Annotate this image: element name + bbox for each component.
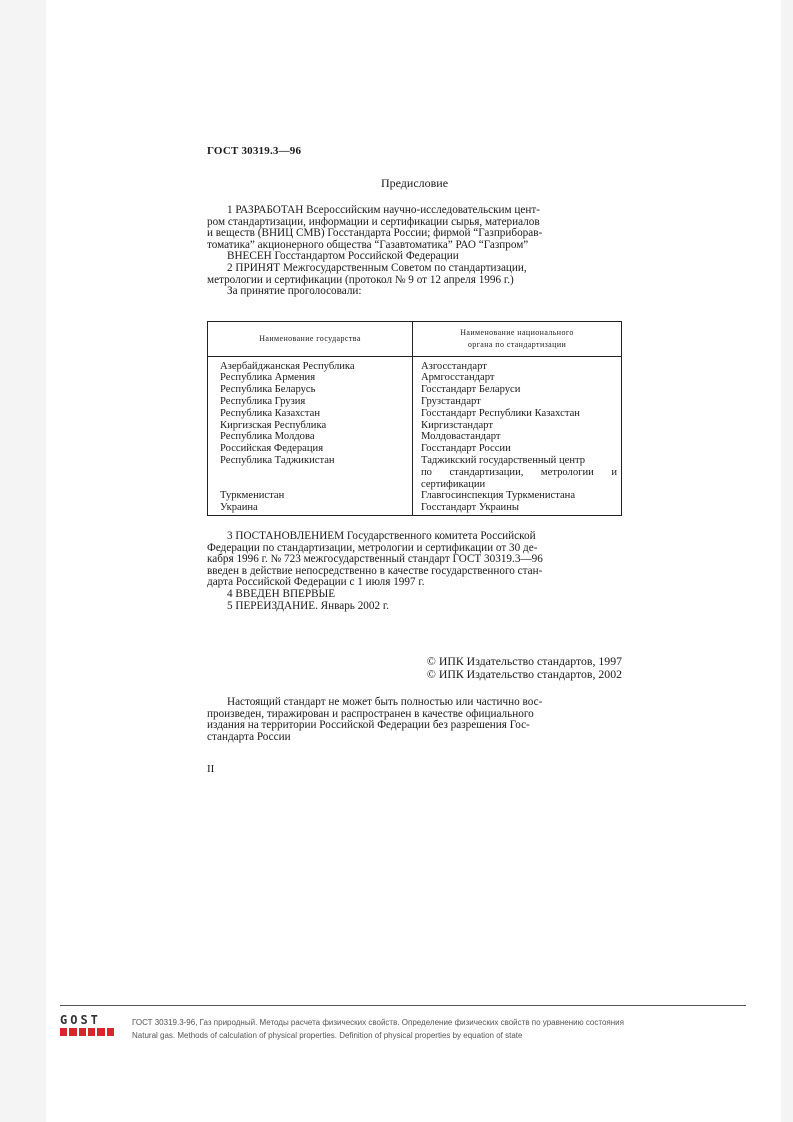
preface-title: Предисловие [380, 176, 449, 190]
state-name: Туркменистан [220, 490, 285, 502]
standards-body: Азгосстандарт [421, 360, 487, 372]
standards-body: Армгосстандарт [421, 372, 495, 384]
page-number: II [207, 763, 215, 775]
text-line: стандарта России [207, 730, 291, 743]
document-code: ГОСТ 30319.3—96 [207, 145, 302, 157]
document-page [46, 0, 781, 1040]
standards-body: Молдовастандарт [421, 431, 501, 443]
header-line: Наименование национального [460, 328, 574, 337]
footer-title-en: Natural gas. Methods of calculation of physical properties. Definition of physical properties by equation of state [132, 1031, 523, 1040]
text-line: Настоящий стандарт не может быть полностью или частично вос- [227, 696, 543, 708]
copyright-2002: © ИПК Издательство стандартов, 2002 [426, 667, 622, 681]
introduced-line: ВНЕСЕН Госстандартом Российской Федерации [227, 250, 459, 263]
items-after-table [207, 531, 622, 612]
state-name: Республика Молдова [220, 431, 315, 443]
table-header-state: Наименование государства [208, 322, 413, 357]
preface-item-1 [207, 205, 622, 298]
text-line: 2 ПРИНЯТ Межгосударственным Советом по стандартизации, [227, 261, 527, 274]
footer-text [132, 1016, 624, 1042]
state-name: Республика Казахстан [220, 407, 321, 419]
standards-body: Госстандарт Республики Казахстан [421, 407, 580, 419]
states-table [207, 321, 622, 516]
state-name: Республика Грузия [220, 395, 306, 407]
standards-body: Госстандарт Украины [421, 502, 519, 514]
text-line: 3 ПОСТАНОВЛЕНИЕМ Государственного комитета Российской [227, 530, 536, 542]
gost-logo [60, 1014, 114, 1040]
table-header-body [413, 322, 622, 357]
logo-red-bar [60, 1028, 114, 1036]
reproduction-notice [207, 697, 622, 743]
standards-body: Киргизстандарт [421, 419, 493, 431]
text-line: и веществ (ВНИЦ СМВ) Госстандарта России; фирмой “Газприборав- [207, 227, 543, 240]
text-line: Федерации по стандартизации, метрологии и сертификации от 30 де- [207, 541, 538, 554]
logo-text: GOST [60, 1013, 101, 1027]
state-name: Республика Таджикистан [220, 454, 335, 466]
state-name: Республика Беларусь [220, 384, 316, 396]
copyright-1997: © ИПК Издательство стандартов, 1997 [426, 654, 622, 668]
standards-body: по стандартизации, метрологии и [421, 466, 617, 478]
state-name: Азербайджанская Республика [220, 360, 355, 372]
footer-divider [60, 1005, 746, 1006]
header-line: органа по стандартизации [467, 339, 567, 349]
standards-body: Таджикский государственный центр [421, 454, 586, 466]
footer-title-ru: ГОСТ 30319.3-96, Газ природный. Методы расчета физических свойств. Определение физических свойств по уравнению состояния [132, 1018, 624, 1027]
voted-line: За принятие проголосовали: [227, 285, 362, 298]
text-line: 1 РАЗРАБОТАН Всероссийским научно-исследовательским цент- [227, 204, 540, 216]
text-line: введен в действие непосредственно в качестве государственного стан- [207, 564, 543, 577]
table-body-row [208, 356, 622, 515]
item-4-line: 4 ВВЕДЕН ВПЕРВЫЕ [227, 587, 336, 600]
standards-body: Грузстандарт [421, 395, 481, 407]
state-name: Украина [220, 502, 258, 514]
text-line: кабря 1996 г. № 723 межгосударственный стандарт ГОСТ 30319.3—96 [207, 553, 543, 566]
text-line: метрологии и сертификации (протокол № 9 от 12 апреля 1996 г.) [207, 273, 514, 286]
text-line: томатика” акционерного общества “Газавтоматика” РАО “Газпром” [207, 238, 529, 251]
state-name: Республика Армения [220, 372, 316, 384]
states-column [208, 356, 413, 515]
standards-body: Госстандарт России [421, 443, 511, 455]
page-margin-right [781, 0, 793, 1122]
state-name: Российская Федерация [220, 443, 324, 455]
text-line: ром стандартизации, информации и сертификации сырья, материалов [207, 215, 540, 228]
item-5-line: 5 ПЕРЕИЗДАНИЕ. Январь 2002 г. [227, 599, 389, 612]
standards-body: Госстандарт Беларуси [421, 384, 521, 396]
text-line: дарта Российской Федерации с 1 июля 1997 г. [207, 576, 425, 589]
text-line: издания на территории Российской Федерации без разрешения Гос- [207, 719, 530, 732]
state-name: Киргизская Республика [220, 419, 327, 431]
standards-body: Главгосинспекция Туркменистана [421, 490, 576, 502]
standards-body: сертификации [421, 478, 486, 490]
text-line: произведен, тиражирован и распространен в качестве официального [207, 707, 534, 720]
page-margin-left [0, 0, 46, 1122]
bodies-column [413, 356, 622, 515]
